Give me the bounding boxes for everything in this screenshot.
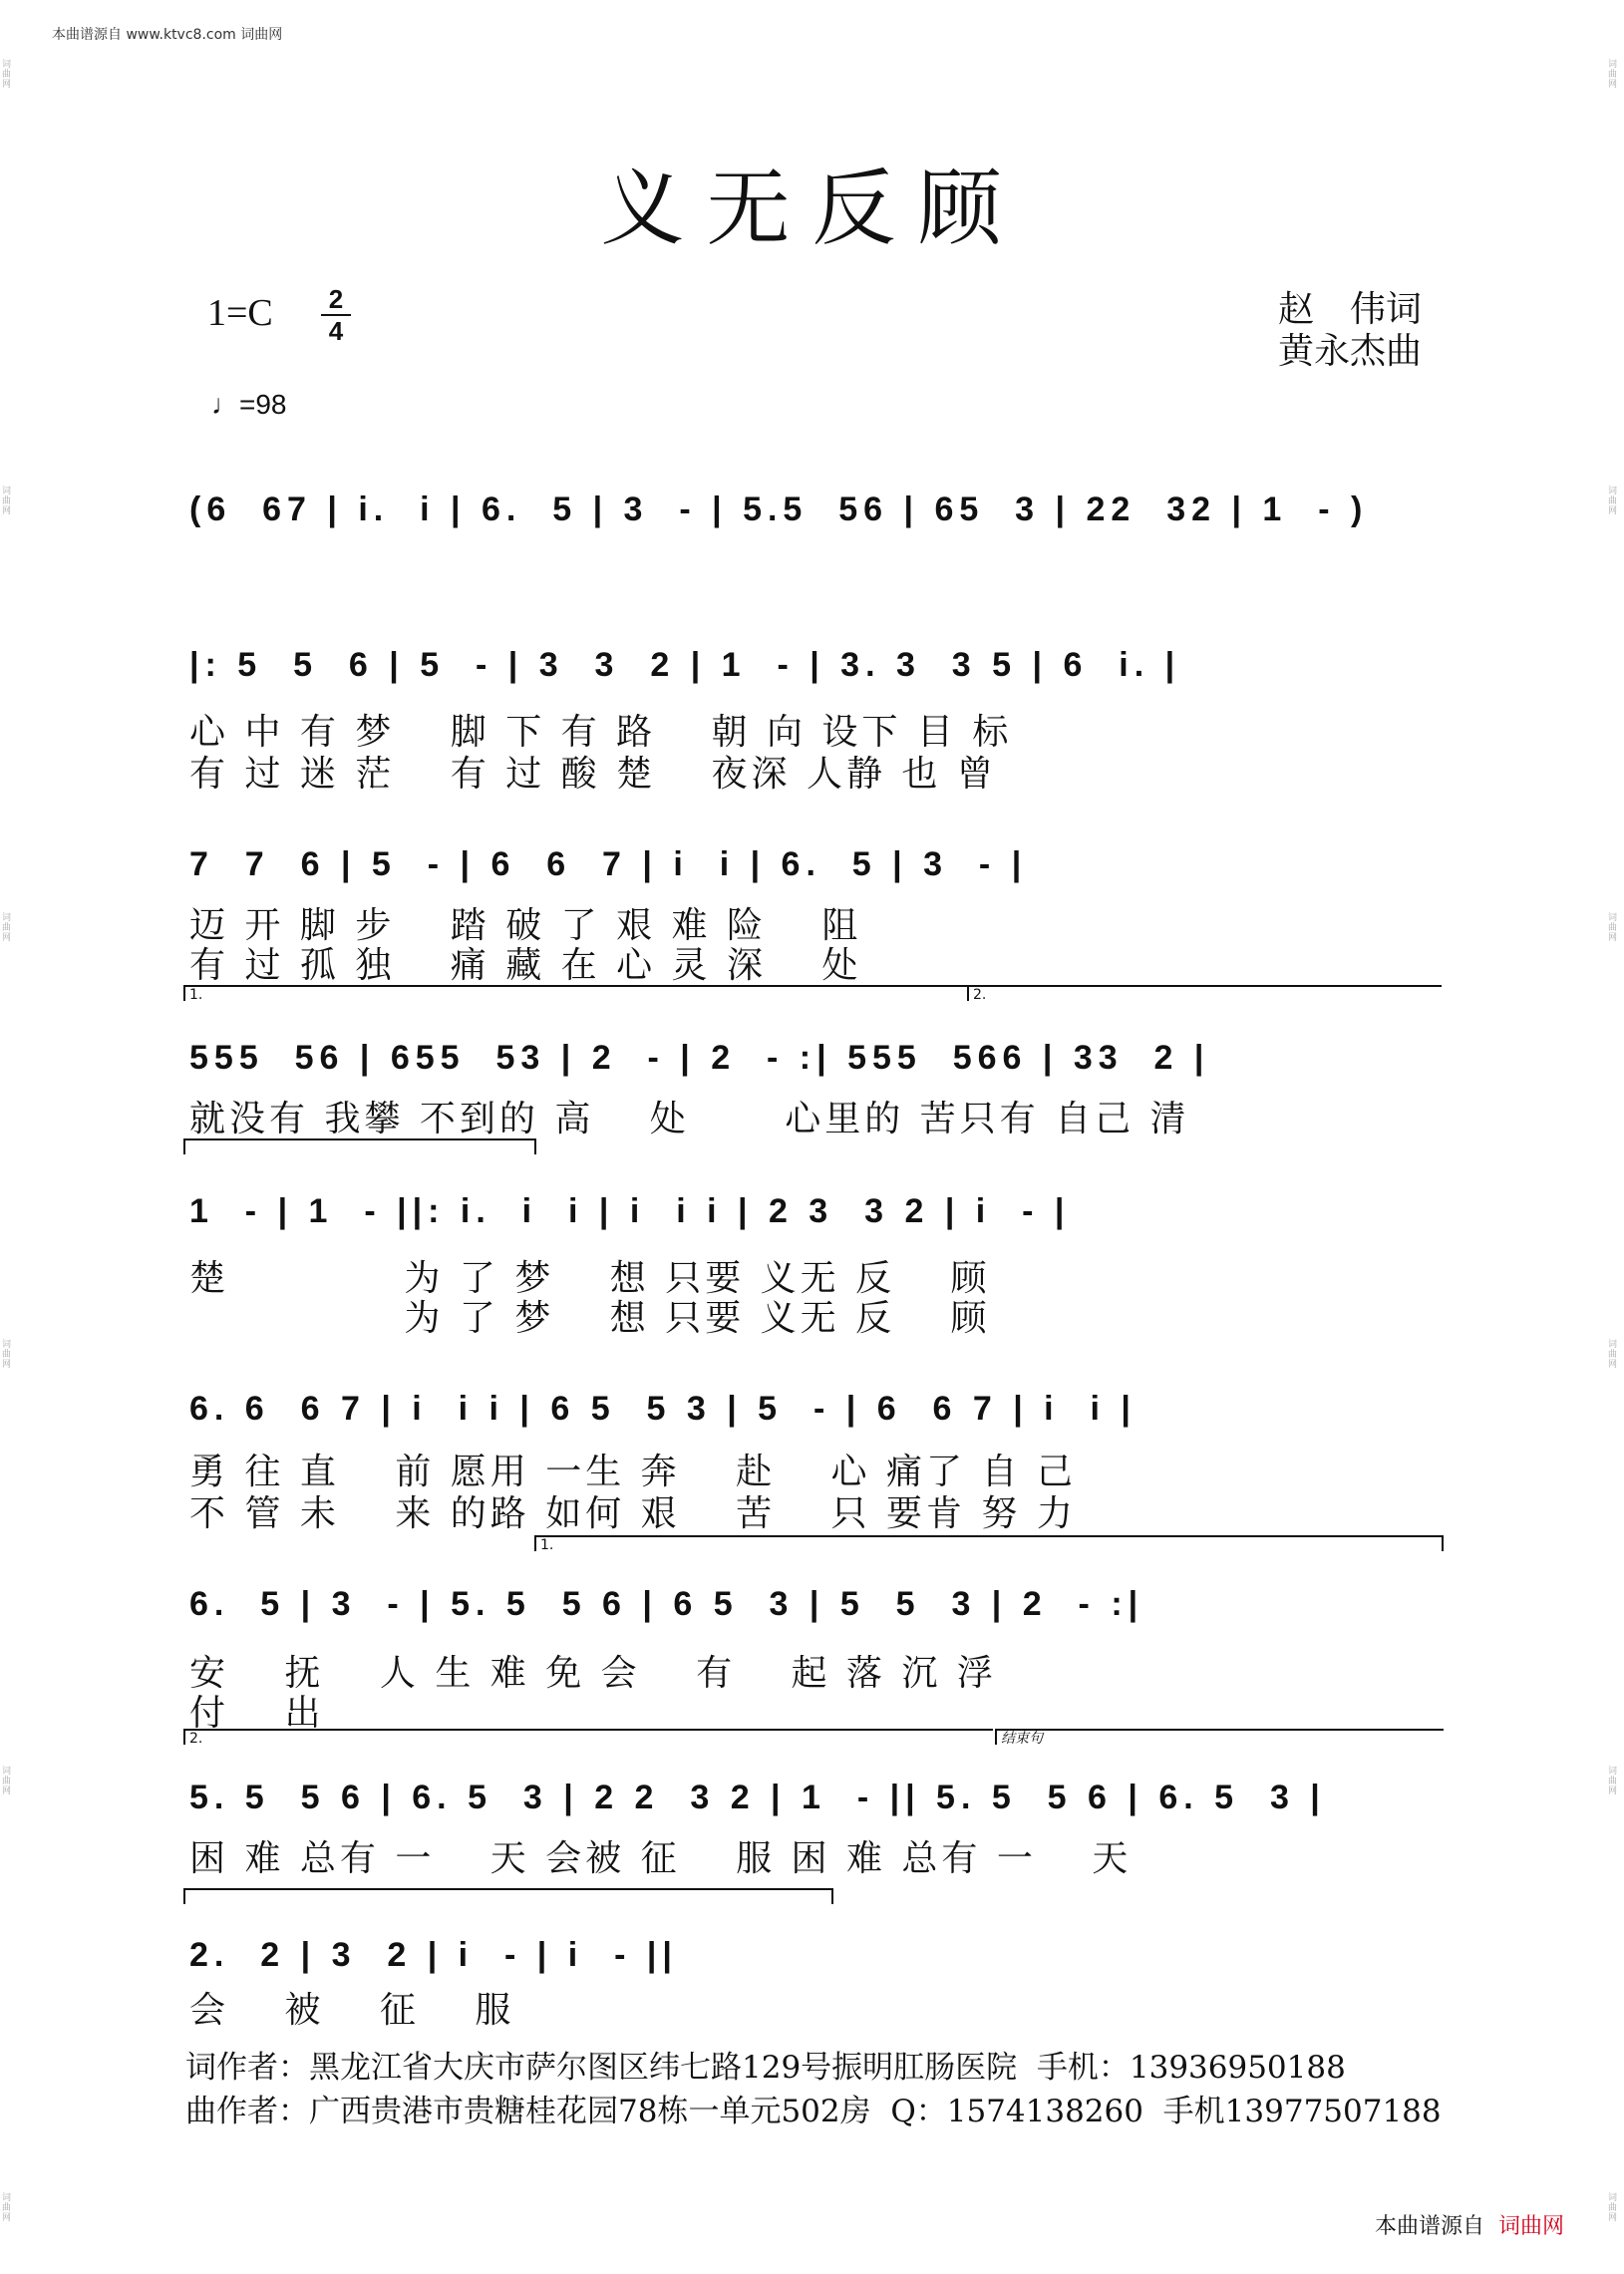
notation-sequence: 1 - | 1 - ||: i. i i | i i i | 2 3 3 2 | i - | [189, 1192, 1071, 1230]
lyric-line: 安 抚 人 生 难 免 会 有 起 落 沉 浮 [189, 1653, 997, 1694]
coda-label: 结束句 [1001, 1731, 1043, 1747]
volta-label: 2. [189, 1731, 203, 1747]
notation-sequence: 2. 2 | 3 2 | i - | i - || [189, 1936, 678, 1974]
footer-brand [1375, 2209, 1564, 2240]
watermark-text: 词曲网 [2, 60, 12, 90]
time-signature-bottom: 4 [328, 316, 344, 346]
lyric-line: 为 了 梦 想 只要 义无 反 顾 [189, 1298, 991, 1339]
coda-bracket [995, 1729, 1444, 1745]
lyric-line: 勇 往 直 前 愿用 一生 奔 赴 心 痛了 自 己 [189, 1452, 1077, 1492]
volta-first-ending [534, 1535, 1444, 1551]
watermark-text: 词曲网 [2, 1340, 12, 1370]
volta-first-ending [183, 985, 967, 1001]
lyric-line: 付 出 [189, 1693, 325, 1734]
lyricist-credit: 赵 伟词 [1278, 289, 1423, 330]
lyricist-contact: 词作者：黑龙江省大庆市萨尔图区纬七路129号振明肛肠医院 手机：13936950188 [185, 2050, 1346, 2086]
watermark-text: 词曲网 [2, 487, 12, 516]
watermark-text: 词曲网 [2, 913, 12, 943]
credits-block [1278, 289, 1422, 373]
lyric-line: 心 中 有 梦 脚 下 有 路 朝 向 设下 目 标 [189, 712, 1013, 753]
lyric-line: 有 过 孤 独 痛 藏 在 心 灵 深 处 [189, 945, 862, 986]
volta-label: 1. [189, 987, 203, 1003]
notation-sequence: 5. 5 5 6 | 6. 5 3 | 2 2 3 2 | 1 - || 5. 5 5 6 | 6. 5 3 | [189, 1779, 1326, 1816]
volta-label: 1. [540, 1537, 554, 1553]
left-watermark-strip [2, 60, 16, 2223]
notation-sequence: 555 56 | 655 53 | 2 - | 2 - :| 555 566 | 33 2 | [189, 1039, 1210, 1077]
lyric-line: 会 被 征 服 [189, 1990, 515, 2031]
volta-label: 2. [973, 987, 987, 1003]
watermark-text: 词曲网 [1608, 1340, 1618, 1370]
watermark-text: 词曲网 [2, 2193, 12, 2223]
notation-row-6 [189, 1585, 1446, 1649]
notation-row-4 [189, 1192, 1446, 1256]
key-signature: 1=C [207, 292, 273, 334]
lyric-line: 不 管 未 来 的路 如何 艰 苦 只 要肯 努 力 [189, 1493, 1077, 1534]
volta-second-ending [967, 985, 1442, 1001]
lyric-line: 困 难 总有 一 天 会被 征 服 困 难 总有 一 天 [189, 1838, 1133, 1879]
notation-sequence: |: 5 5 6 | 5 - | 3 3 2 | 1 - | 3. 3 3 5 | 6 i. | [189, 646, 1181, 684]
time-signature [319, 285, 353, 345]
lyric-line: 迈 开 脚 步 踏 破 了 艰 难 险 阻 [189, 905, 862, 946]
watermark-text: 词曲网 [1608, 60, 1618, 90]
volta-continuation [183, 1138, 536, 1154]
lyric-line: 有 过 迷 茫 有 过 酸 楚 夜深 人静 也 曾 [189, 754, 997, 795]
watermark-text: 词曲网 [1608, 2193, 1618, 2223]
volta-second-ending [183, 1729, 993, 1745]
tempo-marking: ♩=98 [211, 389, 287, 420]
time-signature-top: 2 [328, 284, 344, 314]
footer-brand-prefix: 本曲谱源自 [1374, 2214, 1484, 2239]
footer-brand-site[interactable]: 词曲网 [1497, 2214, 1564, 2239]
song-title: 义无反顾 [600, 160, 1024, 257]
watermark-text: 词曲网 [1608, 913, 1618, 943]
lyric-line: 楚 为 了 梦 想 只要 义无 反 顾 [189, 1258, 991, 1299]
notation-sequence: (6 67 | i. i | 6. 5 | 3 - | 5.5 56 | 65 3 | 22 32 | 1 - ) [189, 490, 1369, 528]
right-watermark-strip [1608, 60, 1622, 2223]
composer-credit: 黄永杰曲 [1278, 331, 1423, 372]
volta-continuation [183, 1888, 833, 1904]
watermark-text: 词曲网 [2, 1767, 12, 1796]
notation-row-1 [189, 646, 1446, 710]
notation-row-intro [189, 490, 1446, 554]
watermark-text: 词曲网 [1608, 487, 1618, 516]
header-source-note: 本曲谱源自 www.ktvc8.com 词曲网 [52, 27, 283, 43]
notation-sequence: 6. 6 6 7 | i i i | 6 5 5 3 | 5 - | 6 6 7 | i i | [189, 1390, 1137, 1428]
notation-sequence: 6. 5 | 3 - | 5. 5 5 6 | 6 5 3 | 5 5 3 | 2 - :| [189, 1585, 1144, 1623]
lyric-line: 就没有 我攀 不到的 高 处 心里的 苦只有 自己 清 [189, 1099, 1190, 1139]
watermark-text: 词曲网 [1608, 1767, 1618, 1796]
composer-contact: 曲作者：广西贵港市贵糖桂花园78栋一单元502房 Q：1574138260 手机13977507188 [185, 2094, 1442, 2129]
notation-sequence: 7 7 6 | 5 - | 6 6 7 | i i | 6. 5 | 3 - | [189, 845, 1028, 883]
